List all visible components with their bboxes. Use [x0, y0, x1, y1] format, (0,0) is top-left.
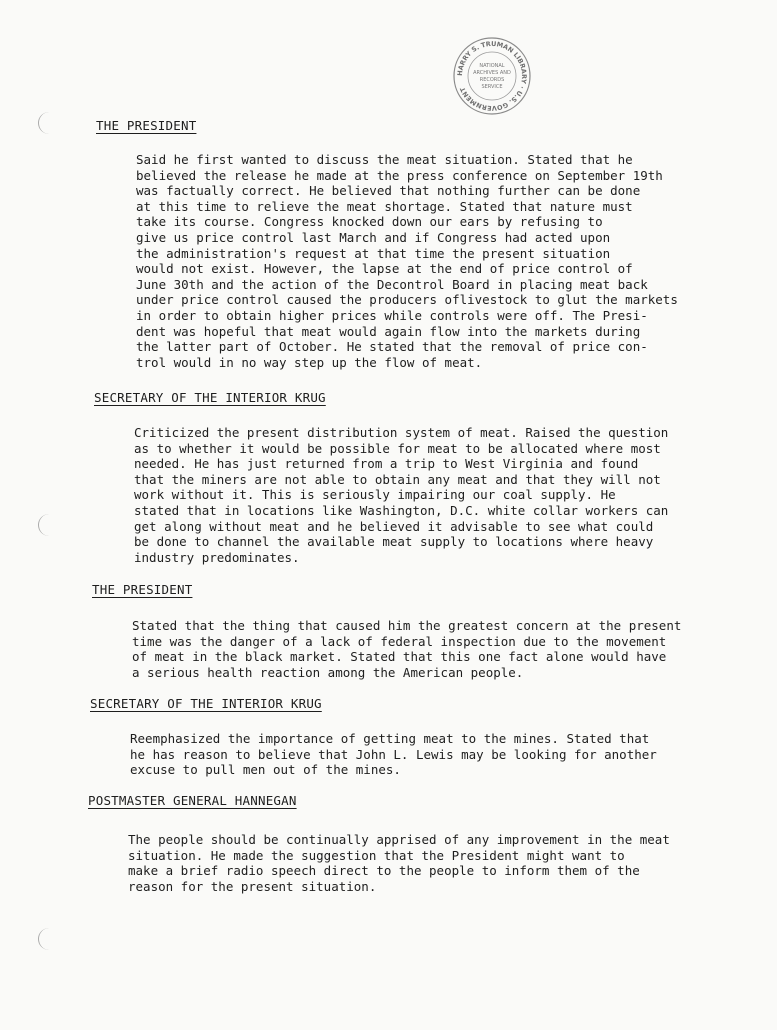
seal-center-line: ARCHIVES AND	[473, 70, 511, 76]
punch-hole-mark	[38, 112, 53, 134]
speaker-remarks	[128, 832, 670, 894]
remark-line: dent was hopeful that meat would again flow into the markets during	[136, 323, 641, 339]
seal-center-line: SERVICE	[481, 84, 503, 90]
remark-line: in order to obtain higher prices while controls were off. The Presi-	[136, 307, 648, 323]
remark-line: the administration's request at that time the present situation	[136, 245, 611, 261]
remark-line: as to whether it would be possible for meat to be allocated where most	[134, 440, 661, 456]
remark-line: time was the danger of a lack of federal inspection due to the movement	[132, 633, 667, 649]
speaker-remarks	[132, 618, 681, 680]
speaker-heading: THE PRESIDENT	[92, 582, 193, 597]
remark-line: industry predominates.	[134, 549, 300, 565]
remark-line: trol would in no way step up the flow of meat.	[136, 354, 483, 370]
remark-line: The people should be continually apprised of any improvement in the meat	[128, 832, 670, 847]
remark-line: the latter part of October. He stated that the removal of price con-	[136, 339, 648, 355]
speaker-remarks	[130, 731, 657, 778]
remark-line: needed. He has just returned from a trip to West Virginia and found	[134, 456, 639, 472]
remark-line: stated that in locations like Washington, D.C. white collar workers can	[134, 502, 669, 518]
speaker-remarks	[136, 152, 678, 370]
seal-center-line: NATIONAL	[479, 63, 505, 69]
remark-line: be done to channel the available meat supply to locations where heavy	[134, 534, 654, 550]
remark-line: June 30th and the action of the Decontrol Board in placing meat back	[136, 276, 648, 292]
remark-line: he has reason to believe that John L. Lewis may be looking for another	[130, 746, 657, 762]
remark-line: excuse to pull men out of the mines.	[130, 762, 401, 778]
remark-line: that the miners are not able to obtain any meat and that they will not	[134, 471, 661, 487]
remark-line: believed the release he made at the press conference on September 19th	[136, 167, 663, 183]
archives-seal-icon	[452, 36, 532, 116]
speaker-remarks	[134, 425, 668, 565]
remark-line: reason for the present situation.	[128, 878, 377, 894]
remark-line: situation. He made the suggestion that the President might want to	[128, 847, 625, 863]
remark-line: Said he first wanted to discuss the meat situation. Stated that he	[136, 152, 633, 167]
seal-center-line: RECORDS	[479, 77, 505, 83]
speaker-heading: THE PRESIDENT	[96, 118, 197, 133]
remark-line: work without it. This is seriously impairing our coal supply. He	[134, 487, 616, 503]
remark-line: under price control caused the producers oflivestock to glut the markets	[136, 292, 678, 308]
remark-line: make a brief radio speech direct to the people to inform them of the	[128, 863, 640, 879]
remark-line: take its course. Congress knocked down our ears by refusing to	[136, 214, 603, 230]
speaker-heading: POSTMASTER GENERAL HANNEGAN	[88, 793, 297, 808]
speaker-heading: SECRETARY OF THE INTERIOR KRUG	[94, 390, 326, 405]
remark-line: give us price control last March and if Congress had acted upon	[136, 229, 611, 245]
punch-hole-mark	[38, 514, 53, 536]
seal-ring-text: HARRY S. TRUMAN LIBRARY · U.S. GOVERNMENT	[455, 39, 529, 113]
remark-line: would not exist. However, the lapse at the end of price control of	[136, 261, 633, 277]
remark-line: Criticized the present distribution system of meat. Raised the question	[134, 425, 669, 440]
remark-line: get along without meat and he believed it advisable to see what could	[134, 518, 654, 534]
speaker-heading: SECRETARY OF THE INTERIOR KRUG	[90, 696, 322, 711]
remark-line: of meat in the black market. Stated that this one fact alone would have	[132, 649, 667, 665]
remark-line: Reemphasized the importance of getting meat to the mines. Stated that	[130, 731, 650, 746]
remark-line: at this time to relieve the meat shortage. Stated that nature must	[136, 198, 633, 214]
remark-line: Stated that the thing that caused him the greatest concern at the present	[132, 618, 682, 633]
remark-line: was factually correct. He believed that nothing further can be done	[136, 183, 641, 199]
remark-line: a serious health reaction among the American people.	[132, 664, 524, 680]
punch-hole-mark	[38, 928, 53, 950]
